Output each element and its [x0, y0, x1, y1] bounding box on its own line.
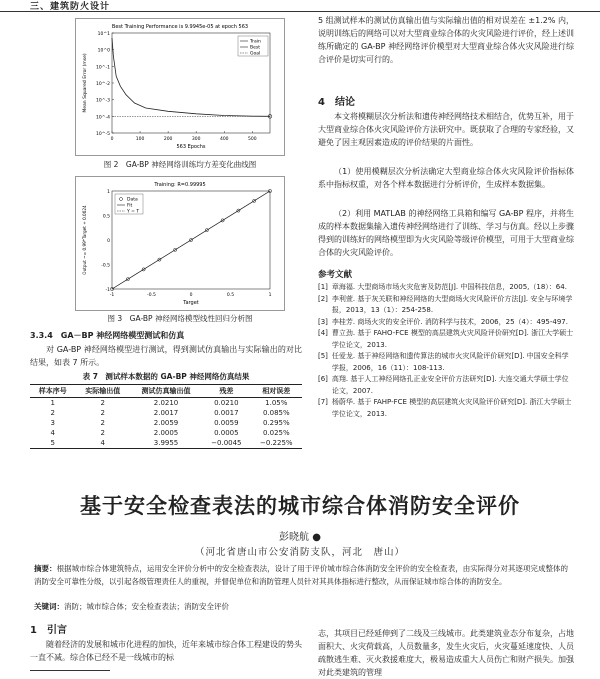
x-tick-label: 300: [191, 137, 201, 142]
col-header: 样本序号: [38, 387, 67, 395]
y-axis-label: Mean Squared Error (mse): [83, 53, 88, 113]
x-axis-label: 563 Epochs: [176, 144, 206, 150]
legend-label: Data: [127, 197, 138, 203]
abstract-text: 根据城市综合体建筑特点，运用安全评价分析中的安全检查表法，设计了用于评价城市综合体消防安全评价的安全检查表，由实际得分对其逐项完成整体的消防安全可靠性分级，以引起各级管理责任人的重视，并督促单位和消防管理人员针对其具体指标进行整改，从而保证城市综合体的消防安全。: [34, 564, 569, 586]
reference-number: [1]: [318, 283, 328, 291]
table-cell: 2.0017: [153, 409, 179, 417]
table-cell: 2.0059: [153, 419, 179, 427]
author-affiliation: （河北省唐山市公安消防支队，河北 唐山）: [194, 547, 405, 558]
x-tick-label: 400: [219, 137, 229, 142]
figure-3-chart: [75, 176, 285, 311]
author-marker-icon: ●: [312, 532, 321, 543]
x-tick-label: 500: [248, 137, 257, 142]
conclusion-paragraph: 本文将模糊层次分析法和遗传神经网络技术相结合，优势互补，用于大型商业综合体火灾风险评价方法研究中。既获取了合理的专家经验，又避免了因主观因素造成的评价结果的片面性。: [318, 112, 574, 147]
table-cell: 2: [100, 429, 105, 437]
table-cell: −0.225%: [260, 439, 293, 447]
reference-text: 任爱龙. 基于神经网络和遗传算法的城市火灾风险评价研究[D]. 中国安全科学学报，2006，16（11）：108-113.: [331, 352, 569, 372]
abstract: [34, 563, 568, 588]
y-tick-label: 10^-1: [96, 65, 110, 71]
x-tick-label: -1: [109, 293, 115, 298]
reference-item: [318, 282, 574, 294]
reference-number: [3]: [318, 317, 328, 326]
reference-number: [2]: [318, 294, 328, 303]
table-cell: 0.025%: [262, 429, 290, 437]
y-tick-label: -0.5: [101, 263, 110, 269]
conclusion-point-1: （1）使用模糊层次分析法确定大型商业综合体火灾风险评价指标体系中指标权重，对各个样本数据进行分析评价，生成样本数据集。: [318, 167, 574, 189]
intro-right-text: 志，其项目已经延伸到了二线及三线城市。此类建筑业态分布复杂，占地面积大、火灾荷载高，人员数量多，发生火灾后，火灾蔓延速度快、人员疏散逃生难、灭火救援难度大，极易造成重大人员伤亡和财产损失。加强对此类建筑的管理: [318, 629, 574, 677]
table-cell: 0.0210: [214, 399, 239, 407]
y-tick-label: 10^-3: [96, 98, 110, 104]
chart-title: Best Training Performance is 9.9945e-05 at epoch 563: [111, 24, 249, 30]
table-cell: 0.085%: [262, 409, 290, 417]
table-cell: 3.9955: [153, 439, 179, 447]
reference-number: [4]: [318, 329, 328, 337]
reference-item: [318, 374, 574, 397]
running-header: [0, 0, 600, 12]
legend-label: Goal: [250, 51, 261, 57]
reference-text: 杨蔚华. 基于 FAHP-FCE 模型的高层建筑火灾风险评价研究[D]. 浙江大学硕士学位论文，2013.: [331, 398, 572, 418]
x-tick-label: 0: [189, 293, 193, 298]
table-7-caption: 表 7 测试样本数据的 GA-BP 神经网络仿真结果: [82, 372, 250, 381]
section-4-heading: 4 结论: [318, 97, 355, 108]
reference-text: 曹立劲. 基于 FAHO-FCE 模型的高层建筑火灾风险评价研究[D]. 浙江大学硕士学位论文，2013.: [331, 329, 574, 349]
table-cell: 0.0059: [214, 419, 239, 427]
test-paragraph: 对 GA-BP 神经网络模型进行测试，得到测试仿真输出与实际输出的对比结果，如表 7 所示。: [30, 345, 302, 367]
legend-label: Train: [250, 39, 261, 45]
conclusion-point-2: （2）利用 MATLAB 的神经网络工具箱和编写 GA-BP 程序，并将生成的样本数据集输入遗传神经网络进行了训练、学习与仿真。经以上步骤得到的训练好的网络模型即为火灾风险等级评价模型，可用于大型商业综合体的火灾风险评价。: [318, 209, 574, 257]
intro-heading: 1 引言: [30, 625, 67, 636]
article-title: 基于安全检查表法的城市综合体消防安全评价: [80, 493, 520, 518]
col-header: 残差: [219, 387, 234, 395]
y-tick-label: 10^-4: [96, 115, 110, 121]
table-row: [30, 418, 302, 428]
footnote-rule: [30, 670, 110, 671]
abstract-label: 摘要：: [34, 564, 57, 573]
reference-number: [5]: [318, 352, 328, 360]
reference-text: 李利萱. 基于灰关联和神经网络的大型商场火灾风险评价方法[J]. 安全与环境学报，2013，13（1）：254-258.: [331, 294, 573, 314]
reference-item: [318, 351, 574, 374]
y-tick-label: 10^0: [97, 48, 110, 54]
keywords-label: 关键词：: [34, 602, 64, 611]
table-cell: 2: [100, 409, 105, 417]
intro-left-text: 随着经济的发展和城市化进程的加快，近年来城市综合体工程建设的势头一直不减。综合体已经不是一线城市的标: [30, 640, 302, 662]
author-name: 彭晓航 ●: [279, 532, 321, 543]
table-cell: 0.0017: [214, 409, 239, 417]
table-cell: 5: [50, 439, 55, 447]
table-row: [30, 408, 302, 418]
section-label: 三、建筑防火设计: [30, 2, 111, 12]
table-cell: 1: [50, 399, 55, 407]
x-axis-label: Target: [183, 300, 199, 306]
regression-plot: [76, 177, 284, 310]
y-tick-label: -1: [105, 288, 110, 293]
chart-title: Training: R=0.99995: [154, 182, 206, 188]
table-cell: 3: [50, 419, 55, 427]
references-heading: 参考文献: [318, 270, 353, 280]
reference-item: [318, 294, 574, 317]
table-cell: 0.295%: [262, 419, 290, 427]
legend-label: Fit: [127, 203, 133, 209]
x-tick-label: 100: [135, 137, 145, 142]
table-header-row: [30, 385, 302, 398]
legend-label: Y = T: [127, 209, 140, 215]
reference-item: [318, 397, 574, 420]
y-tick-label: 10^-2: [96, 82, 110, 87]
table-cell: −0.0045: [211, 439, 242, 447]
table-row: [30, 428, 302, 438]
table-row: [30, 438, 302, 449]
table-cell: 2: [100, 399, 105, 407]
table-cell: 2.0005: [153, 429, 179, 437]
col-header: 测试仿真输出值: [141, 387, 191, 395]
keywords: [34, 601, 568, 614]
x-tick-label: 200: [163, 137, 173, 142]
y-tick-label: 10^1: [97, 32, 110, 37]
sub-heading-334: 3.3.4 GA－BP 神经网络模型测试和仿真: [30, 331, 185, 340]
y-tick-label: 0: [107, 239, 110, 244]
figure-3-caption: 图 3 GA-BP 神经网络模型线性回归分析图: [107, 314, 253, 323]
reference-number: [6]: [318, 375, 328, 383]
x-tick-label: 1: [268, 293, 272, 298]
y-tick-label: 0.5: [102, 214, 110, 220]
y-tick-label: 1: [107, 190, 110, 195]
x-tick-label: 0: [110, 137, 114, 142]
table-cell: 4: [50, 429, 55, 437]
reference-text: 高翔. 基于人工神经网络孔正业安全评价方法研究[D]. 大连交通大学硕士学位论文，2007.: [331, 375, 569, 395]
figure-2-chart: [75, 18, 285, 156]
reference-item: [318, 317, 574, 329]
results-paragraph: 5 组测试样本的测试仿真输出值与实际输出值的相对误差在 ±1.2% 内，说明训练后的网络可以对大型商业综合体的火灾风险进行评价，经上述训练所确定的 GA-BP 神经网络评价模型对大型商业综合体火灾风险进行综合评价是切实可行的。: [318, 16, 574, 64]
col-header: 相对误差: [262, 387, 291, 395]
table-7: [30, 384, 302, 449]
x-tick-label: 0.5: [226, 293, 235, 298]
table-cell: 0.0005: [214, 429, 239, 437]
col-header: 实际输出值: [85, 387, 121, 395]
y-tick-label: 10^-5: [96, 132, 110, 137]
table-cell: 1.05%: [265, 399, 288, 407]
table-cell: 4: [100, 439, 105, 447]
table-cell: 2.0210: [153, 399, 179, 407]
table-cell: 2: [100, 419, 105, 427]
keywords-text: 消防；城市综合体；安全检查表法；消防安全评价: [64, 602, 229, 611]
figure-2-caption: 图 2 GA-BP 神经网络训练均方差变化曲线图: [103, 160, 257, 169]
reference-text: 李桂芳. 商场火灾的安全评价. 消防科学与技术，2006，25（4）：495-497.: [331, 317, 568, 326]
reference-item: [318, 328, 574, 351]
table-row: [30, 398, 302, 409]
reference-text: 章海福. 大型商场市场火灾危害及防范[J]. 中国科技信息，2005,（18）：64.: [331, 283, 567, 291]
mse-plot: [76, 19, 284, 155]
reference-number: [7]: [318, 398, 328, 406]
x-tick-label: -0.5: [147, 293, 156, 298]
legend-label: Best: [250, 45, 260, 51]
reference-list: [318, 282, 574, 420]
y-axis-label: Output ~= 0.99*Target + 0.0024: [82, 205, 87, 275]
table-cell: 2: [50, 409, 55, 417]
